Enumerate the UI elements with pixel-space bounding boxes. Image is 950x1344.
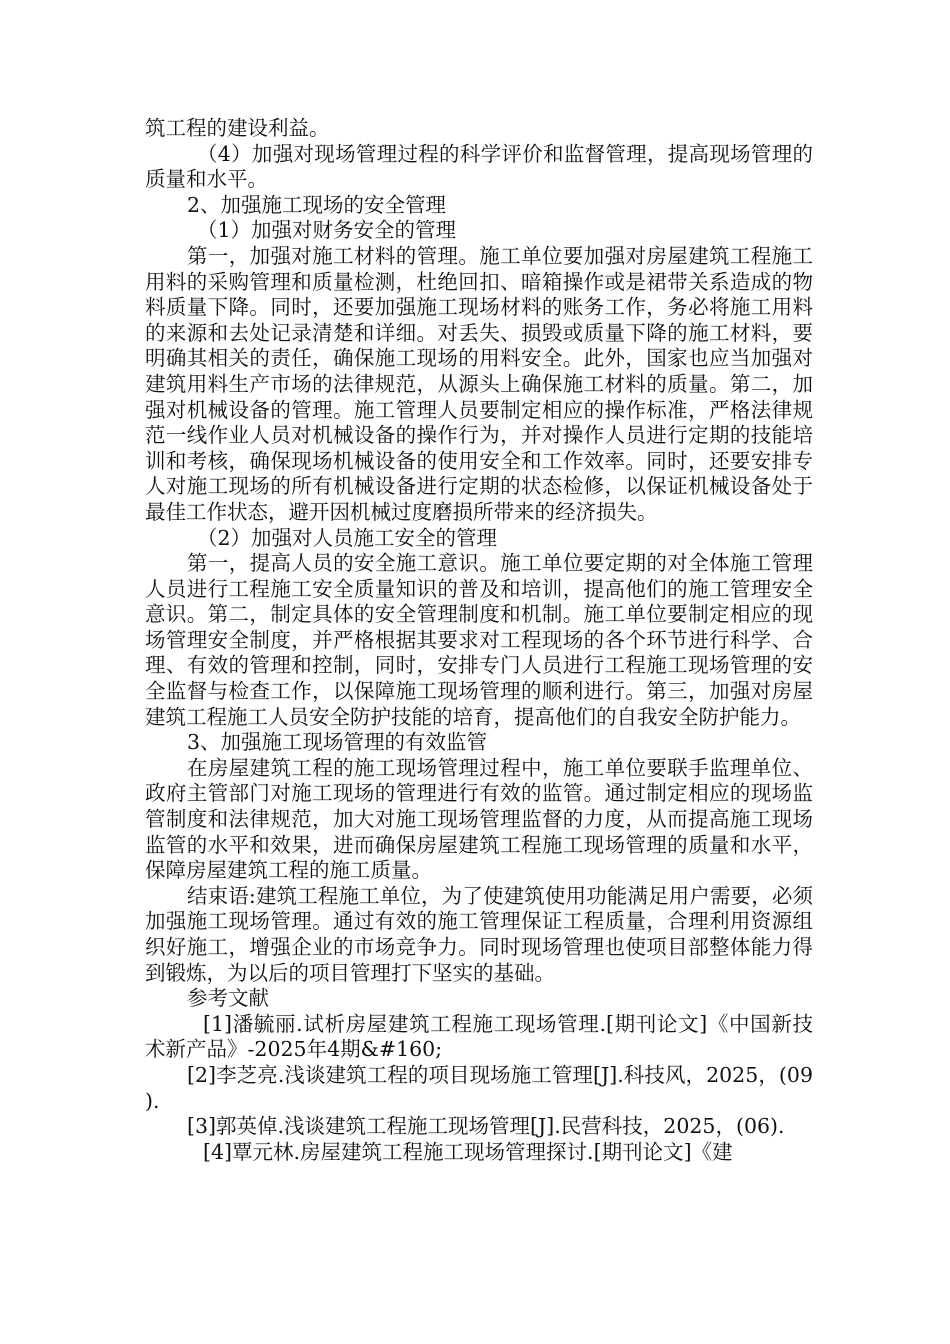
subheading-2: （2）加强对人员施工安全的管理 (197, 525, 498, 550)
reference-4: [4]覃元林.房屋建筑工程施工现场管理探讨.[期刊论文]《建 (203, 1139, 733, 1164)
document-body (145, 116, 813, 1165)
paragraph-supervision: 在房屋建筑工程的施工现场管理过程中，施工单位要联手监理单位、政府主管部门对施工现场的管理进行有效的监管。通过制定相应的现场监管制度和法律规范，加大对施工现场管理监督的力度，从而提高施工现场监管的水平和效果，进而确保房屋建筑工程施工现场管理的质量和水平，保障房屋建筑工程的施工质量。 (145, 755, 813, 883)
subheading-1: （1）加强对财务安全的管理 (197, 218, 457, 243)
reference-2: [2]李芝亮.浅谈建筑工程的项目现场施工管理[J].科技风，2025，(09). (145, 1062, 813, 1113)
paragraph-1: 筑工程的建设利益。 (145, 116, 330, 140)
paragraph-financial-safety: 第一，加强对施工材料的管理。施工单位要加强对房屋建筑工程施工用料的采购管理和质量检测，杜绝回扣、暗箱操作或是裙带关系造成的物料质量下降。同时，还要加强施工现场材料的账务工作，务必将施工用料的来源和去处记录清楚和详细。对丢失、损毁或质量下降的施工材料，要明确其相关的责任，确保施工现场的用料安全。此外，国家也应当加强对建筑用料生产市场的法律规范，从源头上确保施工材料的质量。第二，加强对机械设备的管理。施工管理人员要制定相应的操作标准，严格法律规范一线作业人员对机械设备的操作行为，并对操作人员进行定期的技能培训和考核，确保现场机械设备的使用安全和工作效率。同时，还要安排专人对施工现场的所有机械设备进行定期的状态检修，以保证机械设备处于最佳工作状态，避开因机械过度磨损所带来的经济损失。 (145, 243, 813, 524)
section-heading-2: 2、加强施工现场的安全管理 (187, 192, 447, 217)
list-item-4: （4）加强对现场管理过程的科学评价和监督管理，提高现场管理的质量和水平。 (145, 141, 813, 192)
paragraph-conclusion: 结束语:建筑工程施工单位，为了使建筑使用功能满足用户需要，必须加强施工现场管理。通过有效的施工管理保证工程质量，合理利用资源组织好施工，增强企业的市场竞争力。同时现场管理也使项目部整体能力得到锻炼，为以后的项目管理打下坚实的基础。 (145, 883, 813, 985)
references-heading: 参考文献 (187, 986, 269, 1011)
reference-3: [3]郭英倬.浅谈建筑工程施工现场管理[J].民营科技，2025，(06). (187, 1114, 785, 1139)
paragraph-personnel-safety: 第一，提高人员的安全施工意识。施工单位要定期的对全体施工管理人员进行工程施工安全质量知识的普及和培训，提高他们的施工管理安全意识。第二，制定具体的安全管理制度和机制。施工单位要制定相应的现场管理安全制度，并严格根据其要求对工程现场的各个环节进行科学、合理、有效的管理和控制，同时，安排专门人员进行工程施工现场管理的安全监督与检查工作，以保障施工现场管理的顺利进行。第三，加强对房屋建筑工程施工人员安全防护技能的培育，提高他们的自我安全防护能力。 (145, 551, 813, 729)
reference-1: [1]潘毓丽.试析房屋建筑工程施工现场管理.[期刊论文]《中国新技术新产品》-2025年4期&#160; (145, 1011, 813, 1062)
section-heading-3: 3、加强施工现场管理的有效监管 (187, 730, 488, 755)
